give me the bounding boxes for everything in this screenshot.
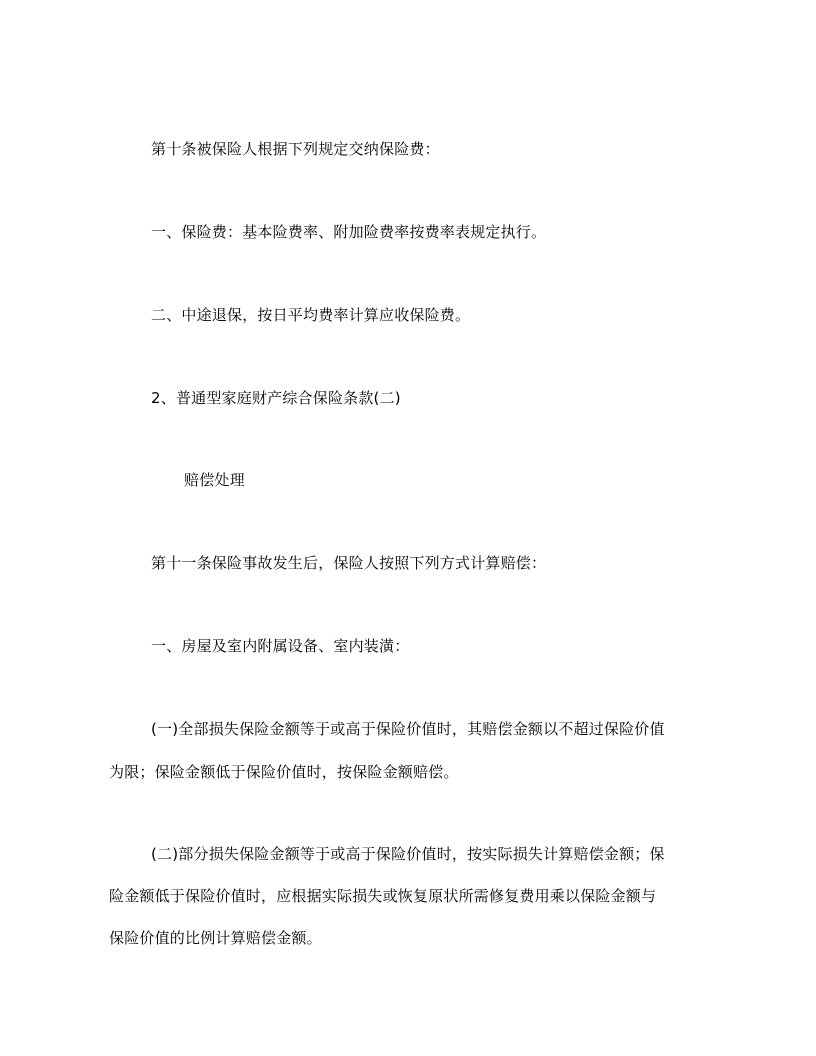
clause-11-item-1: 一、房屋及室内附属设备、室内装潢： (151, 637, 410, 655)
clause-10-item-2: 二、中途退保，按日平均费率计算应收保险费。 (151, 306, 471, 324)
clause-11-subitem-1-line-1: (一)全部损失保险金额等于或高于保险价值时，其赔偿金额以不超过保险价值 (151, 720, 665, 738)
clause-11-heading: 第十一条保险事故发生后，保险人按照下列方式计算赔偿： (151, 554, 547, 572)
clause-11-subitem-1-line-2: 为限；保险金额低于保险价值时，按保险金额赔偿。 (109, 763, 459, 781)
clause-11-subitem-2-line-1: (二)部分损失保险金额等于或高于保险价值时，按实际损失计算赔偿金额；保 (151, 845, 665, 863)
subsection-title: 赔偿处理 (184, 471, 245, 489)
clause-11-subitem-2-line-2: 险金额低于保险价值时，应根据实际损失或恢复原状所需修复费用乘以保险金额与 (109, 887, 657, 905)
clause-11-subitem-2-line-3: 保险价值的比例计算赔偿金额。 (109, 929, 322, 947)
section-title: 2、普通型家庭财产综合保险条款(二) (151, 389, 401, 407)
clause-10-heading: 第十条被保险人根据下列规定交纳保险费： (151, 140, 440, 158)
clause-10-item-1: 一、保险费：基本险费率、附加险费率按费率表规定执行。 (151, 223, 547, 241)
